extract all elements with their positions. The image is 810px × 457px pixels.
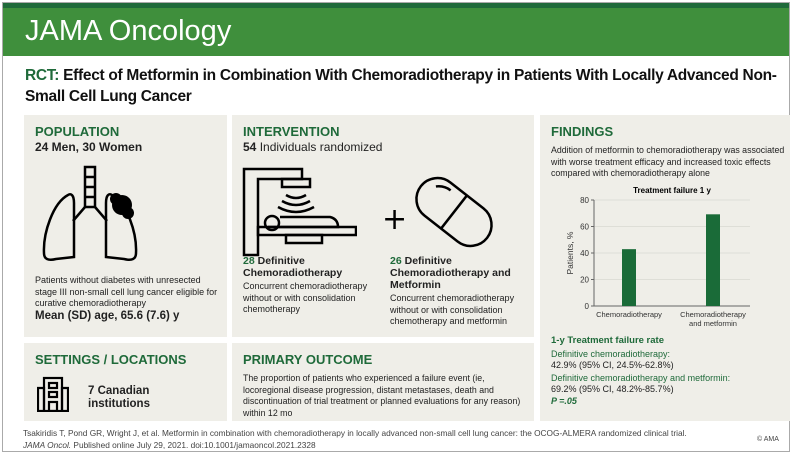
copyright: © AMA — [757, 436, 779, 443]
population-heading: POPULATION — [35, 124, 120, 139]
primary-outcome-panel — [232, 343, 534, 421]
rate1-value: 42.9% (95% CI, 24.5%-62.8%) — [551, 360, 674, 370]
population-description: Patients without diabetes with unresected stage III non-small cell lung cancer eligible for curative chemoradiotherapy — [35, 275, 218, 308]
y-tick-label: 60 — [580, 222, 589, 232]
lungs-icon — [38, 163, 148, 263]
primary-outcome-text: The proportion of patients who experienced a failure event (ie, locoregional disease progression, distant metastases, death and discontinuation of trial treatment or planned evaluations for any reason) within 12 mo — [243, 373, 521, 418]
visual-abstract — [2, 2, 790, 452]
population-age: Mean (SD) age, 65.6 (7.6) y — [35, 310, 180, 322]
intervention-heading: INTERVENTION — [243, 124, 340, 139]
citation-journal: JAMA Oncol. — [23, 440, 72, 450]
building-icon — [37, 376, 69, 412]
p-value: P =.05 — [551, 396, 577, 406]
rate2-value: 69.2% (95% CI, 48.2%-85.7%) — [551, 384, 674, 394]
settings-heading: SETTINGS / LOCATIONS — [35, 352, 187, 367]
citation-line2: Published online July 29, 2021. doi:10.1001/jamaoncol.2021.2328 — [71, 440, 316, 450]
population-counts: 24 Men, 30 Women — [35, 140, 143, 154]
x-tick-label: Chemoradiotherapy — [680, 310, 746, 319]
arm1-count: 28 — [243, 255, 255, 267]
y-tick-label: 40 — [580, 249, 589, 258]
primary-outcome-heading: PRIMARY OUTCOME — [243, 352, 373, 367]
intervention-panel — [232, 115, 534, 337]
chart-title: Treatment failure 1 y — [633, 186, 711, 195]
pill-icon — [382, 167, 497, 257]
settings-panel — [24, 343, 227, 421]
journal-name: JAMA Oncology — [25, 15, 232, 47]
y-tick-label: 80 — [580, 196, 589, 205]
treatment-failure-chart — [540, 181, 790, 331]
y-axis-label: Patients, % — [565, 231, 575, 275]
randomized-count: 54 — [243, 140, 257, 154]
bar — [622, 249, 636, 306]
plus-sign: + — [382, 202, 408, 237]
radiotherapy-machine-icon — [242, 167, 357, 257]
journal-header — [3, 3, 789, 56]
findings-heading: FINDINGS — [551, 124, 614, 139]
population-panel — [24, 115, 227, 337]
abstract-title: RCT: Effect of Metformin in Combination With Chemoradiotherapy in Patients With Locally Advanced Non-Small Cell Lung Cancer — [25, 67, 777, 105]
randomized-label: Individuals randomized — [256, 140, 383, 154]
arm1-name: Definitive Chemoradiotherapy — [243, 255, 343, 279]
settings-text: 7 Canadian institutions — [88, 385, 150, 410]
arm1-description: Concurrent chemoradiotherapy without or with consolidation chemotherapy — [243, 281, 368, 314]
arm2-name: Definitive Chemoradiotherapy and Metformin — [390, 255, 511, 291]
findings-summary: Addition of metformin to chemoradiotherapy was associated with worse treatment efficacy and increased toxic effects compared with chemoradiotherapy alone — [551, 145, 785, 178]
rate1-label: Definitive chemoradiotherapy: — [551, 349, 671, 359]
y-tick-label: 20 — [580, 275, 589, 285]
rate2-label: Definitive chemoradiotherapy and metformin: — [551, 373, 731, 383]
x-tick-label: Chemoradiotherapy — [596, 310, 662, 319]
findings-panel — [540, 115, 790, 421]
rate-heading: 1-y Treatment failure rate — [551, 335, 664, 346]
y-tick-label: 0 — [584, 302, 589, 311]
bar — [706, 214, 720, 306]
x-tick-label: and metformin — [689, 319, 737, 328]
arm2-count: 26 — [390, 255, 402, 267]
citation-line1: Tsakiridis T, Pond GR, Wright J, et al. Metformin in combination with chemoradiotherapy in locally advanced non-small cell lung cancer: the OCOG-ALMERA randomized clinical trial. — [23, 428, 687, 438]
arm2-description: Concurrent chemoradiotherapy without or with consolidation chemotherapy and metformin — [390, 293, 515, 326]
